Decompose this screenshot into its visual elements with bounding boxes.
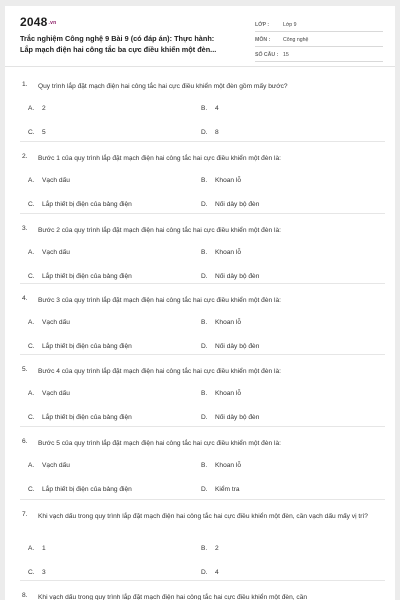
option-text: Lắp thiết bị điện của bảng điện [42,414,132,421]
option-letter: A. [28,462,35,469]
option-letter: D. [201,486,208,493]
option-text: Nối dây bộ đèn [215,343,260,350]
answer-option[interactable] [28,201,132,208]
option-letter: A. [28,249,35,256]
question-text: Bước 2 của quy trình lắp đặt mạch điện hai công tắc hai cực điều khiển một đèn là: [38,227,281,234]
question-text: Quy trình lắp đặt mạch điện hai công tắc hai cực điều khiển một đèn gồm mấy bước? [38,83,288,90]
question-text: Bước 4 của quy trình lắp đặt mạch điện hai công tắc hai cực điều khiển một đèn là: [38,368,281,375]
question-number: 8. [22,592,28,599]
question-divider [20,354,385,355]
option-text: 1 [42,545,46,552]
title-line: Lắp mạch điện hai công tắc ba cực điều khiển một đèn... [20,45,217,54]
option-letter: B. [201,177,208,184]
answer-option[interactable] [28,343,132,350]
answer-option[interactable] [201,129,219,136]
answer-option[interactable] [201,249,241,256]
option-letter: D. [201,129,208,136]
option-text: Lắp thiết bị điện của bảng điện [42,343,132,350]
option-letter: D. [201,343,208,350]
question-number: 7. [22,511,28,518]
option-letter: D. [201,273,208,280]
answer-option[interactable] [28,390,70,397]
option-letter: D. [201,414,208,421]
option-text: Lắp thiết bị điện của bảng điện [42,273,132,280]
question-text: Bước 1 của quy trình lắp đặt mạch điện hai công tắc hai cực điều khiển một đèn là: [38,155,281,162]
option-text: 2 [42,105,46,112]
answer-option[interactable] [201,486,240,493]
meta-label: MÔN : [255,37,271,43]
answer-option[interactable] [28,569,46,576]
option-letter: C. [28,414,35,421]
option-text: 8 [215,129,219,136]
title-line: Trắc nghiệm Công nghệ 9 Bài 9 (có đáp án): Thực hành: [20,34,215,43]
meta-label: SỐ CÂU : [255,52,279,58]
option-letter: B. [201,105,208,112]
page-header [5,6,395,67]
answer-option[interactable] [28,129,46,136]
option-letter: A. [28,177,35,184]
option-text: Vạch dấu [42,177,70,184]
question-divider [20,580,385,581]
option-text: 4 [215,105,219,112]
option-text: Nối dây bộ đèn [215,201,260,208]
answer-option[interactable] [28,486,132,493]
answer-option[interactable] [28,414,132,421]
option-letter: A. [28,545,35,552]
meta-row-class [255,17,383,32]
question-divider [20,426,385,427]
option-text: 2 [215,545,219,552]
question-number: 2. [22,153,28,160]
option-letter: B. [201,249,208,256]
answer-option[interactable] [201,414,259,421]
option-letter: B. [201,462,208,469]
answer-option[interactable] [201,462,241,469]
option-text: 5 [42,129,46,136]
option-text: Khoan lỗ [215,249,242,256]
option-letter: B. [201,319,208,326]
answer-option[interactable] [28,545,46,552]
answer-option[interactable] [28,319,70,326]
answer-option[interactable] [201,569,219,576]
meta-label: LỚP : [255,22,270,28]
meta-row-subject [255,32,383,47]
answer-option[interactable] [28,273,132,280]
answer-option[interactable] [201,545,219,552]
question-divider [20,499,385,500]
option-letter: C. [28,129,35,136]
question-text: Khi vạch dấu trong quy trình lắp đặt mạch điện hai công tắc hai cực điều khiển một đèn, cần [38,594,308,600]
answer-option[interactable] [28,249,70,256]
option-letter: B. [201,545,208,552]
option-text: Kiểm tra [215,486,240,493]
question-text: Khi vạch dấu trong quy trình lắp đặt mạch điện hai công tắc hai cực điều khiển một đèn, cần vạch dấu mấy vị trí? [38,513,368,520]
option-letter: C. [28,273,35,280]
answer-option[interactable] [28,462,70,469]
logo-main: 2048 [20,15,48,29]
question-number: 1. [22,81,28,88]
answer-option[interactable] [201,273,259,280]
answer-option[interactable] [201,177,241,184]
option-text: Khoan lỗ [215,390,242,397]
question-number: 6. [22,438,28,445]
option-text: Vạch dấu [42,390,70,397]
option-text: Lắp thiết bị điện của bảng điện [42,201,132,208]
answer-option[interactable] [201,343,259,350]
answer-option[interactable] [28,177,70,184]
site-logo[interactable] [20,15,56,29]
document-page [5,6,395,600]
option-letter: A. [28,319,35,326]
option-text: Vạch dấu [42,249,70,256]
option-text: 4 [215,569,219,576]
document-title [20,33,235,55]
option-text: Vạch dấu [42,319,70,326]
option-text: 3 [42,569,46,576]
option-letter: B. [201,390,208,397]
option-letter: C. [28,343,35,350]
question-divider [20,141,385,142]
meta-row-count [255,47,383,62]
question-number: 4. [22,295,28,302]
answer-option[interactable] [201,319,241,326]
option-letter: A. [28,105,35,112]
option-text: Vạch dấu [42,462,70,469]
option-text: Nối dây bộ đèn [215,414,260,421]
option-letter: C. [28,201,35,208]
answer-option[interactable] [201,390,241,397]
answer-option[interactable] [201,105,219,112]
option-text: Khoan lỗ [215,319,242,326]
option-letter: D. [201,201,208,208]
option-letter: C. [28,486,35,493]
meta-table [255,17,383,62]
question-text: Bước 5 của quy trình lắp đặt mạch điện hai công tắc hai cực điều khiển một đèn là: [38,440,281,447]
logo-sub: .vn [48,20,57,26]
option-text: Khoan lỗ [215,177,242,184]
option-letter: C. [28,569,35,576]
meta-value: 15 [283,52,289,58]
question-number: 5. [22,366,28,373]
option-text: Lắp thiết bị điện của bảng điện [42,486,132,493]
question-divider [20,213,385,214]
option-text: Nối dây bộ đèn [215,273,260,280]
meta-value: Công nghệ [283,37,309,43]
question-divider [20,283,385,284]
answer-option[interactable] [201,201,259,208]
option-letter: A. [28,390,35,397]
question-number: 3. [22,225,28,232]
option-text: Khoan lỗ [215,462,242,469]
option-letter: D. [201,569,208,576]
answer-option[interactable] [28,105,46,112]
meta-value: Lớp 9 [283,22,297,28]
question-text: Bước 3 của quy trình lắp đặt mạch điện hai công tắc hai cực điều khiển một đèn là: [38,297,281,304]
